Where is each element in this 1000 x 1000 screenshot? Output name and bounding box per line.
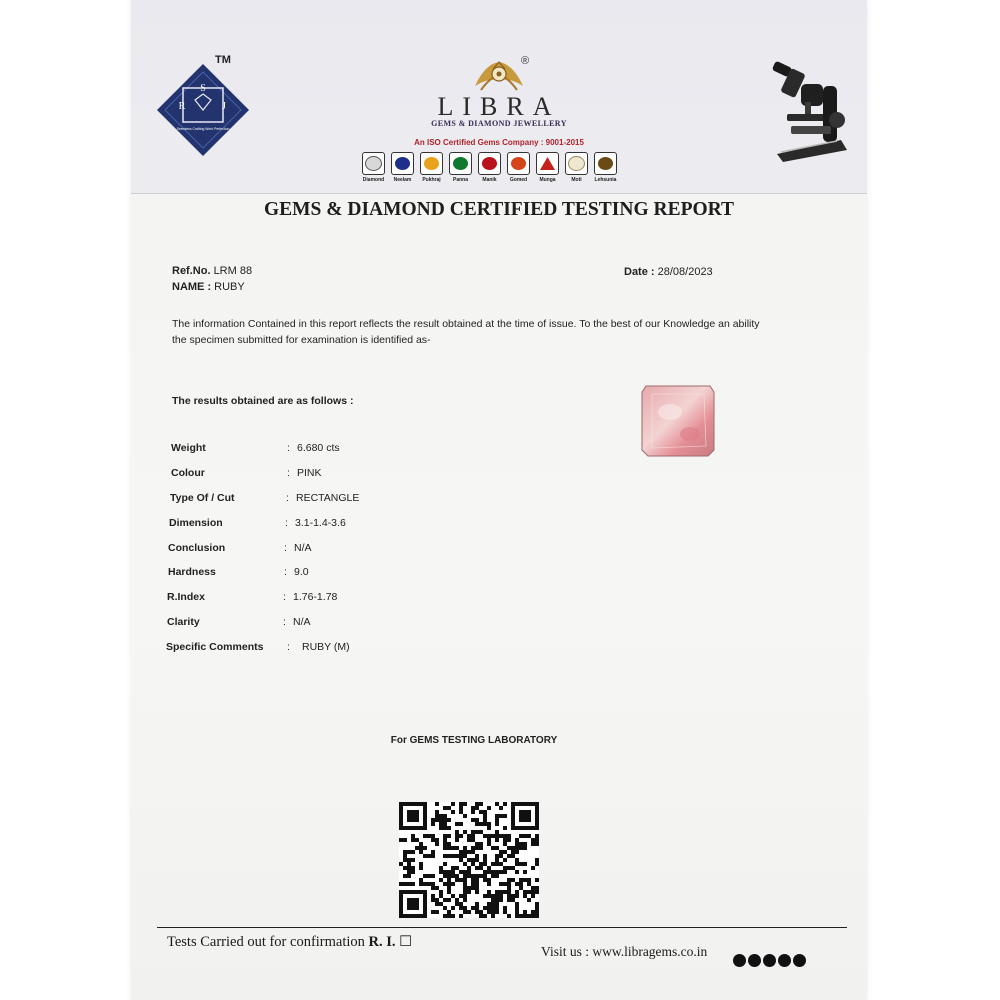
registered-mark: ® (521, 55, 530, 67)
social-icons (733, 954, 806, 967)
qr-code[interactable] (399, 802, 539, 918)
letterhead (131, 0, 867, 194)
gomed-gem-icon (511, 157, 526, 170)
iso-line: An ISO Certified Gems Company : 9001-2015 (414, 138, 584, 147)
checkbox-icon: ☐ (399, 934, 413, 950)
gemstone-photo (640, 384, 716, 458)
results-heading: The results obtained are as follows : (172, 395, 354, 407)
gem-manik: Manik (477, 152, 502, 190)
gem-panna: Panna (448, 152, 473, 190)
gem-pukhraj: Pukhraj (419, 152, 444, 190)
diamond-gem-icon (365, 156, 382, 171)
lab-signature-line: For GEMS TESTING LABORATORY (390, 735, 558, 746)
gem-neelam: Neelam (390, 152, 415, 190)
gem-strip (361, 152, 618, 190)
youtube-icon[interactable] (778, 954, 791, 967)
srj-diamond-logo (155, 62, 251, 158)
ref-value: LRM 88 (213, 265, 253, 277)
neelam-gem-icon (395, 157, 410, 170)
srj-letter-r: R (178, 101, 186, 112)
trademark-mark: TM (215, 54, 231, 66)
intro-paragraph: The information Contained in this report reflects the result obtained at the time of issue. To the best of our Knowledge an ability the specimen submitted for examination is identified as- (172, 318, 760, 346)
manik-gem-icon (482, 157, 497, 170)
ref-number: Ref.No. LRM 88 (172, 265, 253, 277)
gem-lehsunia: Lehsunia (593, 152, 618, 190)
instagram-icon[interactable] (793, 954, 806, 967)
report-title: GEMS & DIAMOND CERTIFIED TESTING REPORT (263, 199, 735, 220)
moti-gem-icon (568, 156, 585, 171)
report-paper: S R J Seemless Crafting Work Perfection TM ® LIBRA GEMS & DIAMOND JEWELLERY An ISO Certified Gems Company : 9001-2015 Diamond Neelam Pukhraj Panna Manik Gomed Munga Moti Lehsunia GEMS & DIAMOND CERTIFIED TESTING REPORT Ref.No. LRM 88 NAME : RUBY Date : 28/08/2023 The information Contained in this report reflects the result obtained at the time of issue. To the best of our Knowledge an ability the specimen submitted for examination is identified as- The results obtained are as follows : Weight : 6.680 cts Colour : PINK Type Of / Cut : RECTANGLE Dimension : 3.1-1.4-3.6 Conclusion : N/A Hardness : 9.0 R.Index : 1.76-1.78 Clarity : N/A Specific Comments : RUBY (M) For GEMS TESTING LABORATORY Tests Carried out for confirmation R. I. ☐ Visit us : www.libragems.co.in (131, 0, 867, 1000)
date-value: 28/08/2023 (657, 266, 713, 278)
panna-gem-icon (453, 157, 468, 170)
srj-letter-j: J (222, 101, 226, 112)
gem-gomed: Gomed (506, 152, 531, 190)
brand-name: LIBRA (437, 92, 561, 121)
specimen-name: NAME : RUBY (172, 281, 245, 293)
name-value: RUBY (214, 281, 245, 293)
microscope-icon (771, 58, 851, 162)
whatsapp-icon[interactable] (748, 954, 761, 967)
gem-diamond: Diamond (361, 152, 386, 190)
website-link[interactable]: Visit us : www.libragems.co.in (541, 944, 708, 959)
pukhraj-gem-icon (424, 157, 439, 170)
gem-moti: Moti (564, 152, 589, 190)
report-date: Date : 28/08/2023 (624, 266, 713, 278)
brand-subtitle: GEMS & DIAMOND JEWELLERY (431, 119, 567, 128)
tests-note: Tests Carried out for confirmation R. I. ☐ (167, 934, 413, 950)
lehsunia-gem-icon (598, 157, 613, 170)
facebook-icon[interactable] (733, 954, 746, 967)
srj-letter-s: S (200, 83, 206, 94)
srj-tagline: Seemless Crafting Work Perfection (176, 127, 230, 131)
twitter-icon[interactable] (763, 954, 776, 967)
gem-munga: Munga (535, 152, 560, 190)
footer-divider (157, 927, 847, 928)
munga-gem-icon (540, 157, 555, 170)
